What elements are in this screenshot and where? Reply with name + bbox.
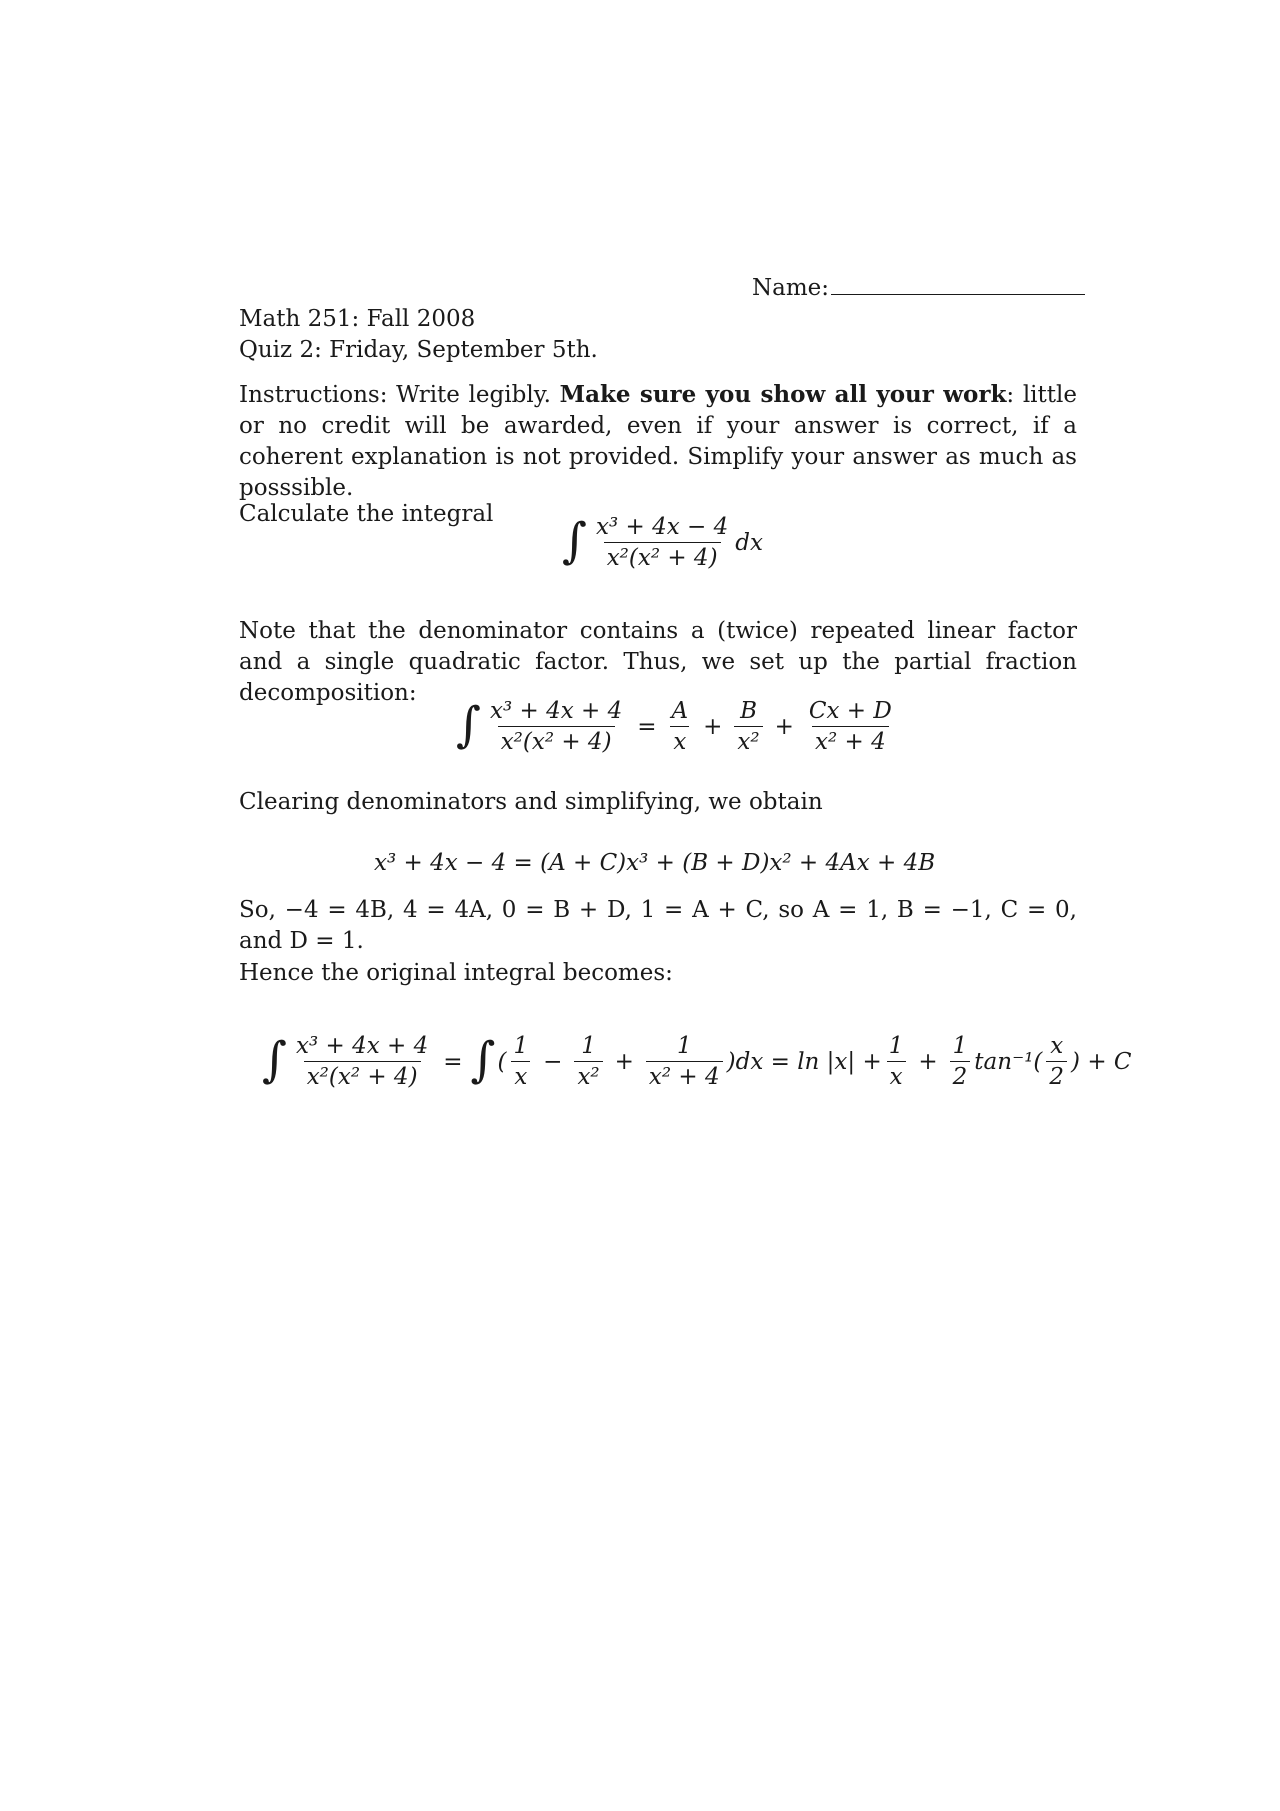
constant-of-integration: ) + C [1071, 1048, 1132, 1075]
polynomial-identity: x³ + 4x − 4 = (A + C)x³ + (B + D)x² + 4Ax + 4B [374, 850, 936, 876]
instructions-rest: : little or no credit will be awarded, even if your answer is correct, if a coherent explanation is not provided. Simplify your answer as much as posssible. [239, 382, 1077, 501]
fraction-numerator: 1 [888, 1033, 904, 1059]
integral-equation [562, 514, 763, 571]
fraction [646, 1033, 723, 1090]
instructions-lead: Instructions: Write legibly. [239, 382, 551, 408]
differential: dx [735, 529, 763, 556]
fraction [593, 514, 731, 571]
fraction [487, 698, 625, 755]
integral-sign: ∫ [562, 512, 588, 569]
fraction-numerator: Cx + D [808, 698, 892, 724]
plus-sign: + [703, 713, 723, 740]
integral-sign: ∫ [456, 696, 482, 753]
integral-sign: ∫ [262, 1031, 288, 1088]
fraction-denominator: x [887, 1061, 906, 1090]
name-label: Name: [752, 275, 830, 301]
note-paragraph: Note that the denominator contains a (twice) repeated linear factor and a single quadratic factor. Thus, we set up the partial fraction decomposition: [239, 618, 1077, 706]
coefficients-paragraph: So, −4 = 4B, 4 = 4A, 0 = B + D, 1 = A + C, so A = 1, B = −1, C = 0, and D = 1. [239, 897, 1077, 954]
fraction [511, 1033, 532, 1090]
fraction-numerator: 1 [952, 1033, 968, 1059]
fraction-numerator: x³ + 4x − 4 [596, 514, 729, 540]
clearing-text: Clearing denominators and simplifying, we obtain [239, 789, 823, 815]
plus-sign: + [918, 1048, 938, 1075]
fraction-numerator: x³ + 4x + 4 [296, 1033, 429, 1059]
fraction [950, 1033, 971, 1090]
integral-sign: ∫ [470, 1031, 496, 1088]
fraction-denominator: x²(x² + 4) [304, 1061, 421, 1090]
fraction-numerator: A [671, 698, 689, 724]
fraction-denominator: x² + 4 [646, 1061, 723, 1090]
course-title: Math 251: Fall 2008 [239, 306, 476, 332]
equals-sign: = [637, 713, 657, 740]
fraction-numerator: 1 [581, 1033, 596, 1059]
partial-fraction-equation [456, 698, 899, 755]
prompt-text: Calculate the integral [239, 501, 494, 527]
fraction-numerator: B [740, 698, 757, 724]
equals-sign: = [443, 1048, 463, 1075]
instructions [239, 379, 1077, 504]
instructions-bold: Make sure you show all your work [559, 381, 1007, 408]
fraction [1046, 1033, 1067, 1090]
fraction-denominator: x [670, 726, 689, 755]
fraction-denominator: 2 [950, 1061, 971, 1090]
fraction-denominator: x²(x² + 4) [604, 542, 721, 571]
final-equation [262, 1033, 1132, 1090]
fraction [734, 698, 762, 755]
fraction-numerator: 1 [513, 1033, 529, 1059]
name-field [752, 272, 1085, 303]
fraction-denominator: x²(x² + 4) [498, 726, 615, 755]
fraction-denominator: x² + 4 [812, 726, 889, 755]
fraction [293, 1033, 431, 1090]
fraction-denominator: 2 [1046, 1061, 1067, 1090]
fraction-numerator: 1 [676, 1033, 692, 1059]
fraction [669, 698, 692, 755]
fraction [574, 1033, 602, 1090]
plus-sign: + [614, 1048, 634, 1075]
plus-sign: + [774, 713, 794, 740]
fraction [886, 1033, 907, 1090]
arctan-function: tan⁻¹( [974, 1048, 1043, 1075]
minus-sign: − [543, 1048, 563, 1075]
result-middle: )dx = ln |x| + [726, 1048, 882, 1075]
fraction-numerator: x [1050, 1033, 1064, 1059]
hence-text: Hence the original integral becomes: [239, 960, 673, 986]
fraction-denominator: x² [574, 1061, 602, 1090]
name-blank-line [831, 272, 1085, 295]
fraction-denominator: x [511, 1061, 530, 1090]
fraction [806, 698, 895, 755]
open-paren: ( [497, 1048, 507, 1075]
quiz-title: Quiz 2: Friday, September 5th. [239, 337, 598, 363]
fraction-denominator: x² [734, 726, 762, 755]
fraction-numerator: x³ + 4x + 4 [490, 698, 623, 724]
